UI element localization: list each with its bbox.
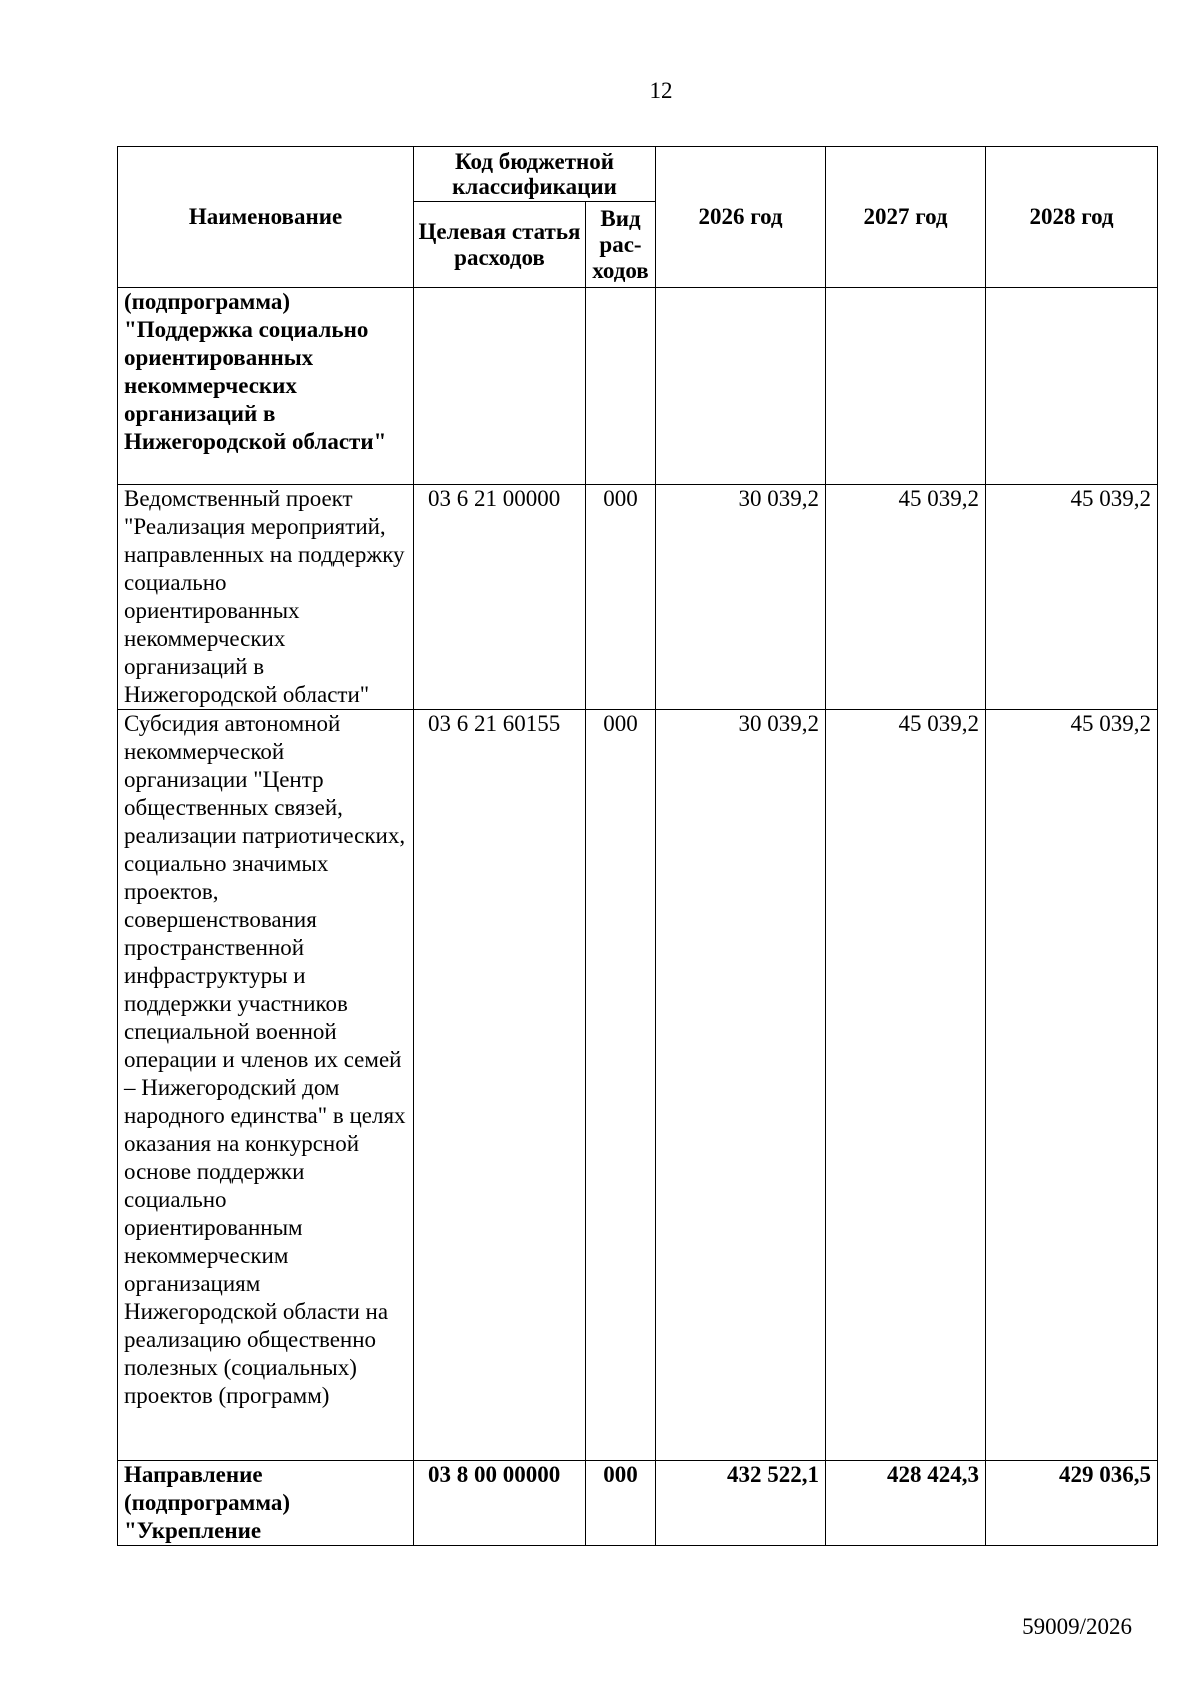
row-2026: 30 039,2 <box>656 710 826 1461</box>
row-2026: 30 039,2 <box>656 485 826 710</box>
row-2028: 45 039,2 <box>986 710 1158 1461</box>
row-name: Ведомственный проект "Реализация мероприятий, направленных на поддержку социально ориентированных некоммерческих организаций в Нижегородской области" <box>118 485 414 710</box>
row-expense-type: 000 <box>586 1461 656 1546</box>
row-2027: 45 039,2 <box>826 710 986 1461</box>
table-row <box>118 710 1158 1461</box>
header-target-item: Целевая статья расходов <box>414 202 586 288</box>
row-target-item: 03 6 21 00000 <box>414 485 586 710</box>
row-target-item <box>414 288 586 485</box>
row-2028 <box>986 288 1158 485</box>
row-2027 <box>826 288 986 485</box>
header-name: Наименование <box>118 147 414 288</box>
row-2027: 428 424,3 <box>826 1461 986 1546</box>
header-2028: 2028 год <box>986 147 1158 288</box>
table-row <box>118 485 1158 710</box>
row-expense-type: 000 <box>586 485 656 710</box>
table-row <box>118 288 1158 485</box>
header-2027: 2027 год <box>826 147 986 288</box>
header-expense-type: Вид рас-ходов <box>586 202 656 288</box>
row-name: (подпрограмма) "Поддержка социально ориентированных некоммерческих организаций в Нижегородской области" <box>118 288 414 485</box>
row-2028: 429 036,5 <box>986 1461 1158 1546</box>
row-target-item: 03 6 21 60155 <box>414 710 586 1461</box>
page-number: 12 <box>649 78 673 103</box>
row-name: Направление (подпрограмма) "Укрепление <box>118 1461 414 1546</box>
header-2026: 2026 год <box>656 147 826 288</box>
budget-table <box>117 146 1158 1546</box>
row-expense-type <box>586 288 656 485</box>
row-name: Субсидия автономной некоммерческой организации "Центр общественных связей, реализации патриотических, социально значимых проектов, совершенствования пространственной инфраструктуры и поддержки участников специальной военной операции и членов их семей – Нижегородский дом народного единства" в целях оказания на конкурсной основе поддержки социально ориентированным некоммерческим организациям Нижегородской области на реализацию общественно полезных (социальных) проектов (программ) <box>118 710 414 1461</box>
row-2026: 432 522,1 <box>656 1461 826 1546</box>
table-row <box>118 1461 1158 1546</box>
row-2026 <box>656 288 826 485</box>
row-expense-type: 000 <box>586 710 656 1461</box>
row-2028: 45 039,2 <box>986 485 1158 710</box>
row-2027: 45 039,2 <box>826 485 986 710</box>
header-kbk-group: Код бюджетной классификации <box>414 147 656 202</box>
row-target-item: 03 8 00 00000 <box>414 1461 586 1546</box>
document-registration-code: 59009/2026 <box>1022 1614 1132 1639</box>
